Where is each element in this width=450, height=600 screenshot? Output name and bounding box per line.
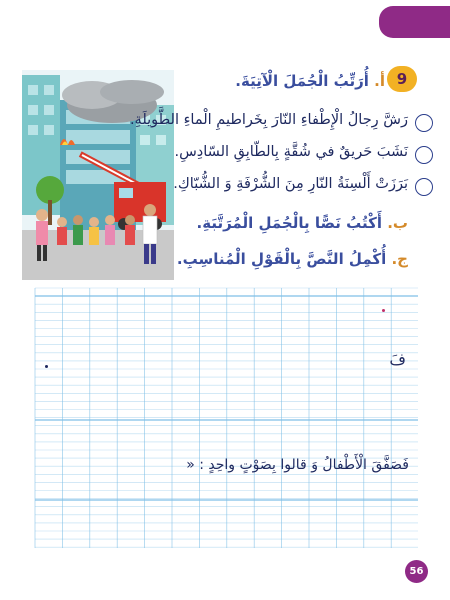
part-c-letter: ج. <box>391 250 408 268</box>
option-3-text: بَرَزَتْ أَلْسِنَةُ النّارِ مِنَ الشُّرْفَةِ وَ الشُّبّاكِ. <box>173 176 408 192</box>
option-2-text: نَشَبَ حَريقٌ في شُقَّةٍ بِالطّابِقِ السّادِسِ. <box>174 144 408 160</box>
part-b-letter: ب. <box>387 214 408 232</box>
exercise-number: 9 <box>396 70 408 88</box>
part-c-instruction: أُكْمِلُ النَّصَّ بِالْقَوْلِ الْمُناسِبِ. <box>176 250 387 268</box>
part-b-instruction: أَكْتُبُ نَصًّا بِالْجُمَلِ الْمُرَتَّبَةِ. <box>196 214 382 232</box>
part-a-letter: أ. <box>374 72 385 90</box>
option-1-text: رَشَّ رِجالُ الْإِطْفاءِ النّارَ بِخَراطيمِ الْماءِ الطَّويلَةِ. <box>129 112 408 128</box>
grid-lines <box>35 288 418 548</box>
page-number: 56 <box>409 566 424 577</box>
dot-marker-left <box>45 365 48 368</box>
dot-marker-right <box>382 309 385 312</box>
page-number-badge <box>405 560 428 583</box>
final-sentence-text: فَصَفَّقَ الْأَطْفالُ وَ قالوا بِصَوْتٍ واحِدٍ : « <box>186 457 409 473</box>
line-start-text: فَ <box>389 350 406 369</box>
part-a-instruction: أُرَتِّبُ الْجُمَلَ الْآتِيَةَ. <box>235 72 369 90</box>
